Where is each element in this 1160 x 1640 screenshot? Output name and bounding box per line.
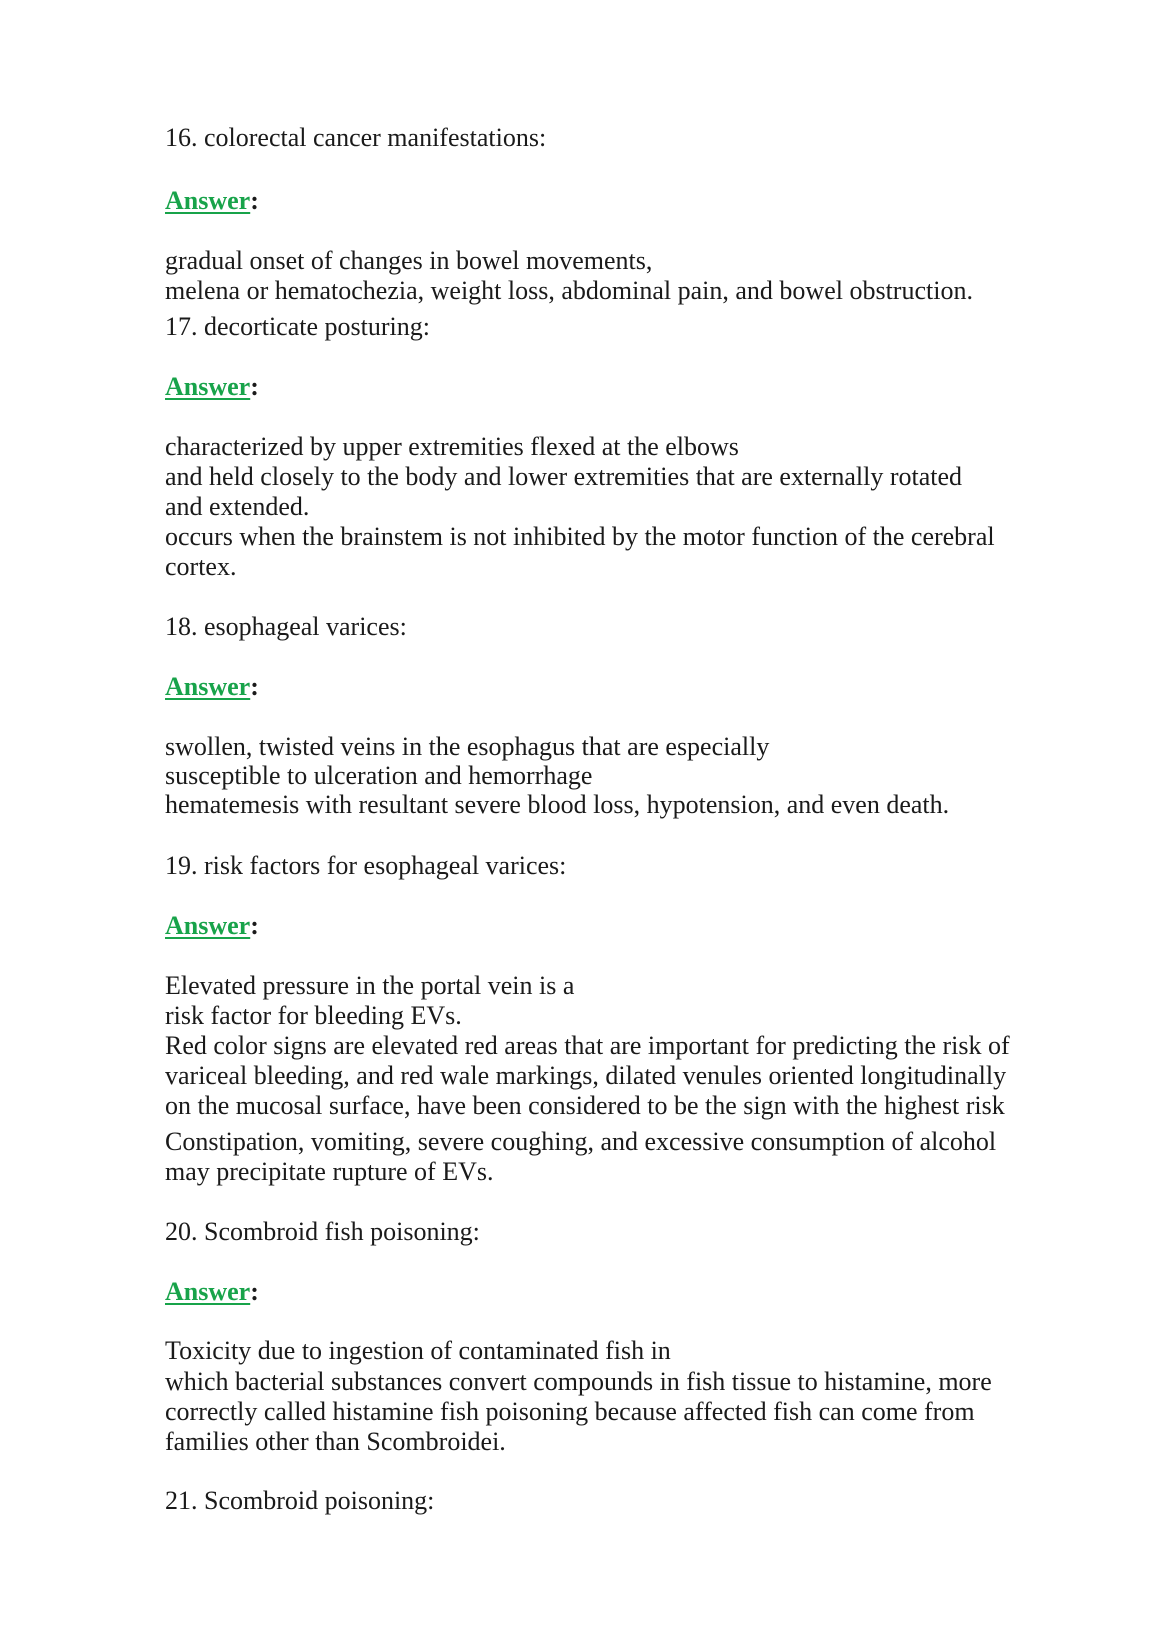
answer-link[interactable]: Answer xyxy=(165,372,251,401)
answer-label-16: Answer: xyxy=(165,186,259,215)
answer-line: gradual onset of changes in bowel movements, xyxy=(165,246,653,275)
question-19: 19. risk factors for esophageal varices: xyxy=(165,851,567,880)
answer-line: susceptible to ulceration and hemorrhage xyxy=(165,761,593,790)
question-21: 21. Scombroid poisoning: xyxy=(165,1486,435,1515)
answer-line: on the mucosal surface, have been considered to be the sign with the highest risk xyxy=(165,1091,1005,1120)
answer-line: may precipitate rupture of EVs. xyxy=(165,1157,494,1186)
answer-label-19: Answer: xyxy=(165,911,259,940)
answer-line: swollen, twisted veins in the esophagus that are especially xyxy=(165,732,770,761)
question-17: 17. decorticate posturing: xyxy=(165,312,430,341)
answer-line: variceal bleeding, and red wale markings, dilated venules oriented longitudinally xyxy=(165,1061,1007,1090)
answer-line: families other than Scombroidei. xyxy=(165,1427,506,1456)
answer-line: which bacterial substances convert compounds in fish tissue to histamine, more xyxy=(165,1367,992,1396)
answer-label-17: Answer: xyxy=(165,372,259,401)
answer-label-18: Answer: xyxy=(165,672,259,701)
answer-line: correctly called histamine fish poisoning because affected fish can come from xyxy=(165,1397,975,1426)
answer-line: Red color signs are elevated red areas that are important for predicting the risk of xyxy=(165,1031,1010,1060)
answer-line: risk factor for bleeding EVs. xyxy=(165,1001,462,1030)
answer-label-20: Answer: xyxy=(165,1277,259,1306)
answer-link[interactable]: Answer xyxy=(165,186,251,215)
answer-line: hematemesis with resultant severe blood loss, hypotension, and even death. xyxy=(165,790,950,819)
answer-line: and held closely to the body and lower extremities that are externally rotated xyxy=(165,462,963,491)
answer-line: characterized by upper extremities flexed at the elbows xyxy=(165,432,739,461)
answer-line: melena or hematochezia, weight loss, abdominal pain, and bowel obstruction. xyxy=(165,276,973,305)
question-20: 20. Scombroid fish poisoning: xyxy=(165,1217,480,1246)
answer-link[interactable]: Answer xyxy=(165,1277,251,1306)
answer-line: Toxicity due to ingestion of contaminated fish in xyxy=(165,1336,671,1365)
question-16: 16. colorectal cancer manifestations: xyxy=(165,123,547,152)
answer-line: Constipation, vomiting, severe coughing, and excessive consumption of alcohol xyxy=(165,1127,997,1156)
question-18: 18. esophageal varices: xyxy=(165,612,407,641)
answer-link[interactable]: Answer xyxy=(165,672,251,701)
answer-line: Elevated pressure in the portal vein is a xyxy=(165,971,575,1000)
answer-link[interactable]: Answer xyxy=(165,911,251,940)
answer-line: occurs when the brainstem is not inhibited by the motor function of the cerebral xyxy=(165,522,995,551)
answer-line: cortex. xyxy=(165,552,237,581)
answer-line: and extended. xyxy=(165,492,310,521)
